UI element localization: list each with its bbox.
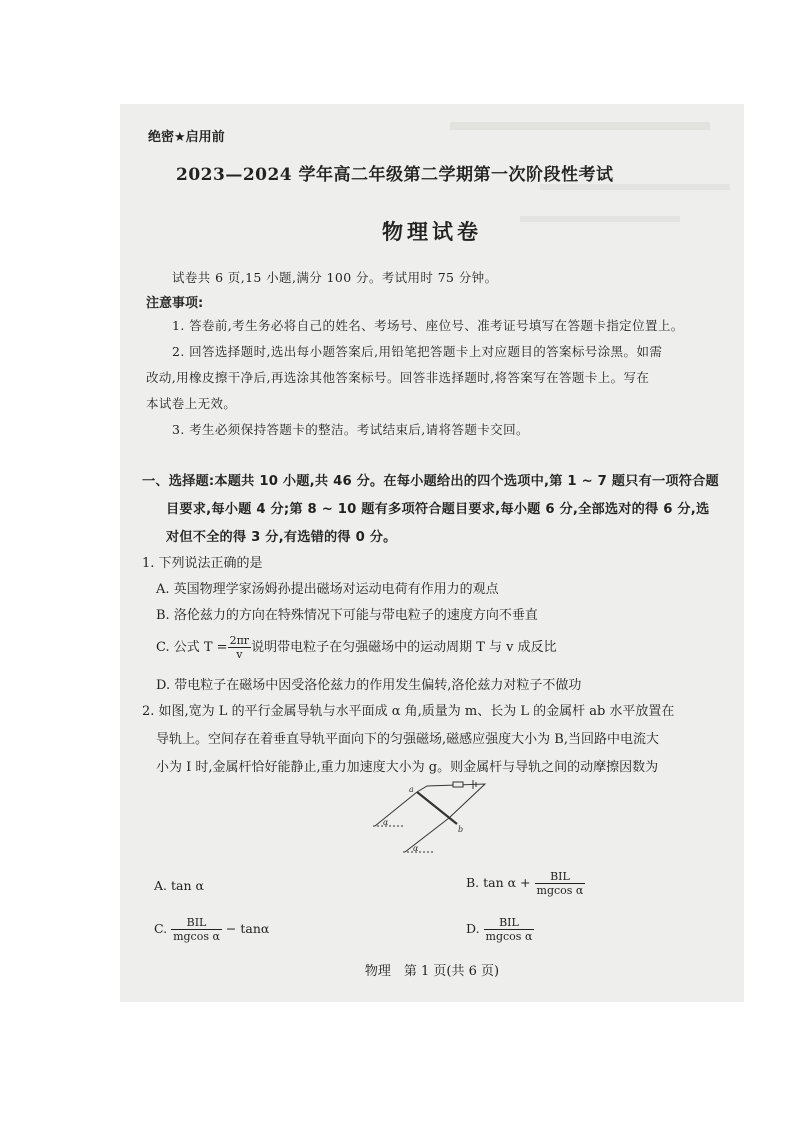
section-instructions: 一、选择题:本题共 10 小题,共 46 分。在每小题给出的四个选项中,第 1 ~ 7 题只有一项符合题: [142, 474, 719, 489]
exam-title: 2023—2024 学年高二年级第二学期第一次阶段性考试: [176, 165, 614, 185]
option-d-fraction: [484, 916, 535, 943]
section-instructions: 对但不全的得 3 分,有选错的得 0 分。: [166, 530, 397, 545]
angle-label: α: [383, 818, 389, 827]
bleed-through-mark: [450, 122, 710, 130]
fraction-denominator: mgcos α: [173, 930, 220, 943]
metal-rod-ab: [417, 792, 457, 824]
question-2-stem: 2. 如图,宽为 L 的平行金属导轨与水平面成 α 角,质量为 m、长为 L 的金属杆 ab 水平放置在: [142, 704, 675, 719]
option-c-suffix: − tanα: [225, 921, 270, 936]
resistor-icon: [453, 782, 463, 787]
question-2-stem: 小为 I 时,金属杆恰好能静止,重力加速度大小为 g。则金属杆与导轨之间的动摩擦因数为: [156, 760, 659, 775]
formula-denominator: v: [236, 648, 243, 661]
fraction-denominator: mgcos α: [485, 930, 533, 943]
exam-intro: 试卷共 6 页,15 小题,满分 100 分。考试用时 75 分钟。: [172, 270, 498, 285]
fraction-denominator: mgcos α: [536, 884, 584, 897]
inclined-rails-figure: [365, 780, 505, 860]
confidential-label: 绝密★启用前: [148, 130, 225, 145]
option-d-prefix: D.: [466, 921, 480, 936]
fraction-numerator: BIL: [171, 916, 222, 930]
label-b: b: [458, 825, 464, 834]
notice-item: 3. 考生必须保持答题卡的整洁。考试结束后,请将答题卡交回。: [172, 422, 529, 437]
page-footer: 物理 第 1 页(共 6 页): [364, 964, 500, 979]
rail-left: [375, 792, 417, 826]
option-c-prefix: C. 公式 T =: [156, 640, 228, 655]
question-1-stem: 1. 下列说法正确的是: [142, 556, 263, 571]
notice-item: 2. 回答选择题时,选出每小题答案后,用铅笔把答题卡上对应题目的答案标号涂黑。如需: [172, 344, 663, 359]
section-instructions: 目要求,每小题 4 分;第 8 ~ 10 题有多项符合题目要求,每小题 6 分,全部选对的得 6 分,选: [166, 502, 710, 517]
question-2-option-d: [466, 916, 534, 943]
question-2-option-b: [466, 870, 585, 897]
label-a: a: [409, 785, 414, 794]
option-b-fraction: [535, 870, 586, 897]
question-1-option-d: D. 带电粒子在磁场中因受洛伦兹力的作用发生偏转,洛伦兹力对粒子不做功: [156, 678, 582, 693]
notice-heading: 注意事项:: [146, 296, 204, 311]
option-c-suffix: 说明带电粒子在匀强磁场中的运动周期 T 与 v 成反比: [251, 640, 557, 655]
option-b-prefix: B. tan α +: [466, 875, 531, 890]
subject-title: 物理试卷: [382, 220, 482, 244]
question-1-option-c: [156, 634, 557, 661]
exam-page: [120, 104, 744, 1002]
rail-right: [405, 818, 449, 852]
fraction-numerator: BIL: [535, 870, 586, 884]
notice-item: 改动,用橡皮擦干净后,再选涂其他答案标号。回答非选择题时,将答案写在答题卡上。写在: [146, 370, 650, 385]
question-2-stem: 导轨上。空间存在着垂直导轨平面向下的匀强磁场,磁感应强度大小为 B,当回路中电流大: [156, 732, 659, 747]
notice-item: 1. 答卷前,考生务必将自己的姓名、考场号、座位号、准考证号填写在答题卡指定位置上。: [172, 318, 684, 333]
option-c-prefix: C.: [154, 921, 168, 936]
period-formula: [228, 634, 252, 661]
angle-label: α: [413, 844, 419, 853]
question-2-option-a: A. tan α: [154, 878, 204, 893]
option-c-fraction: [171, 916, 222, 943]
question-2-option-c: [154, 916, 269, 943]
notice-item: 本试卷上无效。: [146, 396, 237, 411]
fraction-numerator: BIL: [484, 916, 535, 930]
question-1-option-a: A. 英国物理学家汤姆孙提出磁场对运动电荷有作用力的观点: [156, 582, 499, 597]
question-1-option-b: B. 洛伦兹力的方向在特殊情况下可能与带电粒子的速度方向不垂直: [156, 608, 538, 623]
formula-numerator: 2πr: [229, 634, 250, 647]
